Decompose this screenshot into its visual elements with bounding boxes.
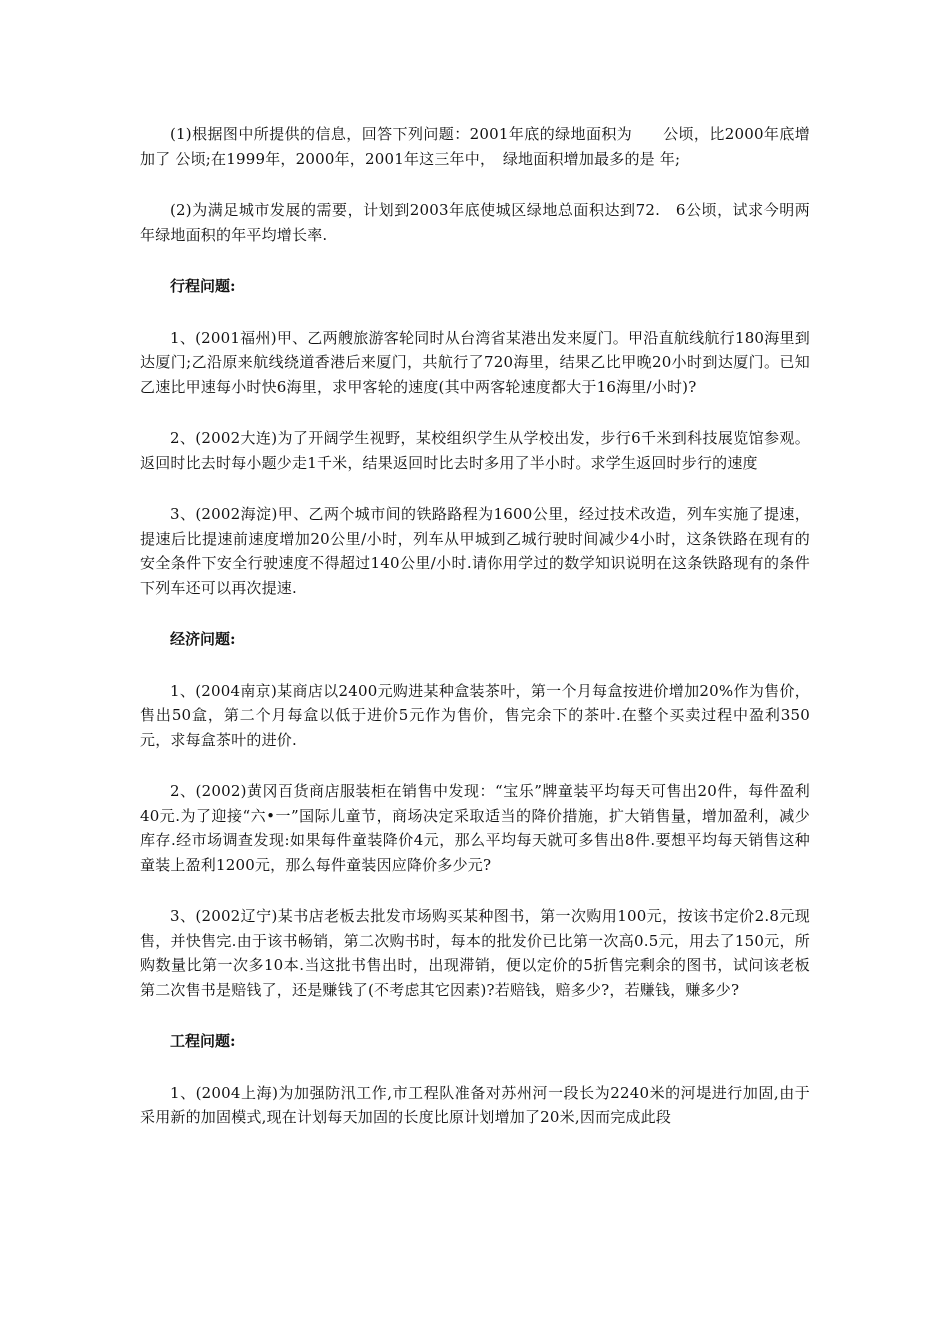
section-heading-economy: 经济问题:: [170, 630, 236, 648]
question-paragraph: 2、(2002)黄冈百货商店服装柜在销售中发现：“宝乐”牌童装平均每天可售出20件，每件盈利40元.为了迎接“六•一”国际儿童节，商场决定采取适当的降价措施，扩大销售量，增加盈利，减少库存.经市场调查发现:如果每件童装降价4元，那么平均每天就可多售出8件.要想平均每天销售这种童装上盈利1200元，那么每件童装因应降价多少元?: [140, 782, 810, 874]
question-paragraph: 1、(2004上海)为加强防汛工作,市工程队准备对苏州河一段长为2240米的河堤进行加固,由于采用新的加固模式,现在计划每天加固的长度比原计划增加了20米,因而完成此段: [140, 1083, 810, 1126]
question-paragraph: (1)根据图中所提供的信息，回答下列问题：2001年底的绿地面积为 公顷，比2000年底增加了 公顷;在1999年，2000年，2001年这三年中， 绿地面积增加最多的是 年;: [140, 125, 810, 168]
question-paragraph: 2、(2002大连)为了开阔学生视野，某校组织学生从学校出发，步行6千米到科技展览馆参观。返回时比去时每小题少走1千米，结果返回时比去时多用了半小时。求学生返回时步行的速度: [140, 429, 810, 472]
document-body: [140, 122, 810, 1157]
question-paragraph: 3、(2002辽宁)某书店老板去批发市场购买某种图书，第一次购用100元，按该书定价2.8元现售，并快售完.由于该书畅销，第二次购书时，每本的批发价已比第一次高0.5元，用去了150元，所购数量比第一次多10本.当这批书售出时，出现滞销，便以定价的5折售完剩余的图书，试问该老板第二次售书是赔钱了，还是赚钱了(不考虑其它因素)?若赔钱，赔多少?，若赚钱，赚多少?: [140, 907, 810, 999]
section-heading-engineering: 工程问题:: [170, 1032, 236, 1050]
question-paragraph: 1、(2001福州)甲、乙两艘旅游客轮同时从台湾省某港出发来厦门。甲沿直航线航行180海里到达厦门;乙沿原来航线绕道香港后来厦门，共航行了720海里，结果乙比甲晚20小时到达厦门。已知乙速比甲速每小时快6海里，求甲客轮的速度(其中两客轮速度都大于16海里/小时)?: [140, 328, 810, 396]
question-paragraph: 1、(2004南京)某商店以2400元购进某种盒装茶叶，第一个月每盒按进价增加20%作为售价，售出50盒，第二个月每盒以低于进价5元作为售价，售完余下的茶叶.在整个买卖过程中盈利350元，求每盒茶叶的进价.: [140, 681, 810, 749]
section-heading-travel: 行程问题:: [170, 277, 236, 295]
question-paragraph: (2)为满足城市发展的需要，计划到2003年底使城区绿地总面积达到72. 6公顷，试求今明两年绿地面积的年平均增长率.: [140, 201, 810, 244]
question-paragraph: 3、(2002海淀)甲、乙两个城市间的铁路路程为1600公里，经过技术改造，列车实施了提速，提速后比提速前速度增加20公里/小时，列车从甲城到乙城行驶时间减少4小时，这条铁路在现有的安全条件下安全行驶速度不得超过140公里/小时.请你用学过的数学知识说明在这条铁路现有的条件下列车还可以再次提速.: [140, 505, 810, 597]
